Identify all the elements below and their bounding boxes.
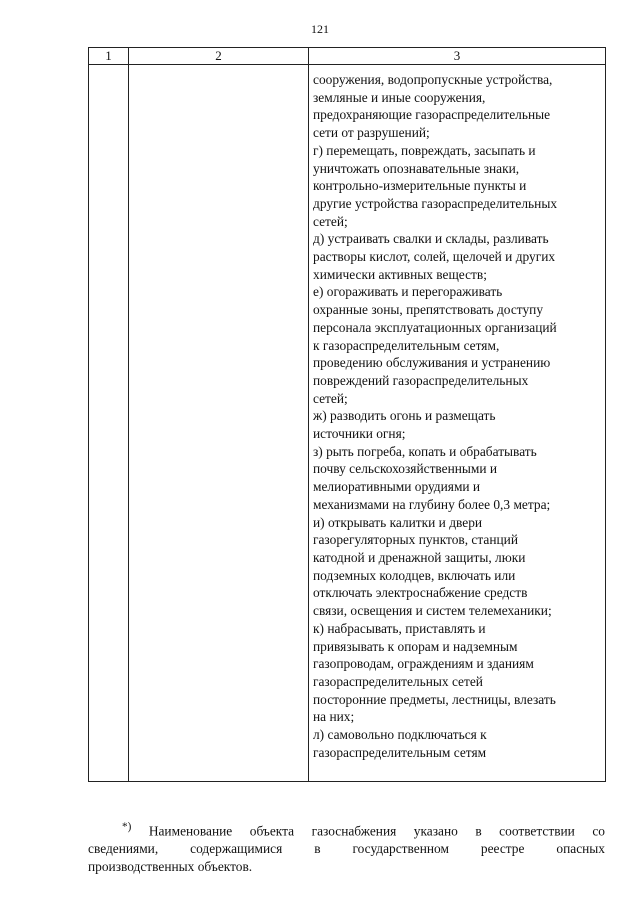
text-line: охранные зоны, препятствовать доступу xyxy=(313,302,544,318)
document-table xyxy=(88,47,606,782)
text-line: и) открывать калитки и двери xyxy=(313,514,483,530)
column-header-1: 1 xyxy=(89,48,129,65)
text-line: привязывать к опорам и надземным xyxy=(313,638,518,654)
text-line: уничтожать опознавательные знаки, xyxy=(313,160,520,176)
table-header-row xyxy=(89,48,606,65)
text-line: другие устройства газораспределительных xyxy=(313,195,558,211)
footnote xyxy=(88,818,605,876)
text-line: катодной и дренажной защиты, люки xyxy=(313,549,526,565)
footnote-line-2: сведениями, содержащимися в государственном реестре опасных xyxy=(88,841,605,857)
text-line: химически активных веществ; xyxy=(313,266,487,282)
text-line: повреждений газораспределительных xyxy=(313,372,529,388)
column-3-cell xyxy=(309,65,606,782)
page-number: 121 xyxy=(311,22,329,36)
column-2-cell xyxy=(129,65,309,782)
text-line: газораспределительным сетям xyxy=(313,744,487,760)
text-line: персонала эксплуатационных организаций xyxy=(313,319,557,335)
text-line: л) самовольно подключаться к xyxy=(313,727,487,743)
text-line: ж) разводить огонь и размещать xyxy=(313,408,496,424)
text-line: д) устраивать свалки и склады, разливать xyxy=(313,231,549,247)
table-row xyxy=(89,65,606,782)
text-line: сети от разрушений; xyxy=(313,125,430,141)
text-line: земляные и иные сооружения, xyxy=(313,89,486,105)
text-line: механизмами на глубину более 0,3 метра; xyxy=(313,496,551,512)
footnote-line-3: производственных объектов. xyxy=(88,859,253,875)
column-header-2: 2 xyxy=(129,48,309,65)
text-line: г) перемещать, повреждать, засыпать и xyxy=(313,142,536,158)
text-line: к газораспределительным сетям, xyxy=(313,337,500,353)
text-line: связи, освещения и систем телемеханики; xyxy=(313,603,552,619)
text-line: газорегуляторных пунктов, станций xyxy=(313,532,519,548)
text-line: газопроводам, ограждениям и зданиям xyxy=(313,656,534,672)
text-line: проведению обслуживания и устранению xyxy=(313,355,551,371)
text-line: е) огораживать и перегораживать xyxy=(313,284,503,300)
text-line: сетей; xyxy=(313,390,348,406)
footnote-line-1 xyxy=(88,818,605,840)
column-1-cell xyxy=(89,65,129,782)
footnote-text-1: Наименование объекта газоснабжения указано в соответствии со xyxy=(148,823,605,839)
text-line: почву сельскохозяйственными и xyxy=(313,461,498,477)
text-line: к) набрасывать, приставлять и xyxy=(313,620,486,636)
text-line: отключать электроснабжение средств xyxy=(313,585,528,601)
column-header-3: 3 xyxy=(309,48,606,65)
column-3-text xyxy=(309,65,605,761)
text-line: з) рыть погреба, копать и обрабатывать xyxy=(313,443,537,459)
text-line: посторонние предметы, лестницы, влезать xyxy=(313,691,556,707)
footnote-marker: *) xyxy=(122,821,132,833)
text-line: сооружения, водопропускные устройства, xyxy=(313,72,553,87)
text-line: мелиоративными орудиями и xyxy=(313,479,481,495)
text-line: на них; xyxy=(313,709,355,725)
text-line: предохраняющие газораспределительные xyxy=(313,107,551,123)
text-line: контрольно-измерительные пункты и xyxy=(313,178,527,194)
text-line: сетей; xyxy=(313,213,348,229)
text-line: газораспределительных сетей xyxy=(313,673,483,689)
text-line: растворы кислот, солей, щелочей и других xyxy=(313,249,556,265)
text-line: источники огня; xyxy=(313,426,406,442)
text-line: подземных колодцев, включать или xyxy=(313,567,516,583)
